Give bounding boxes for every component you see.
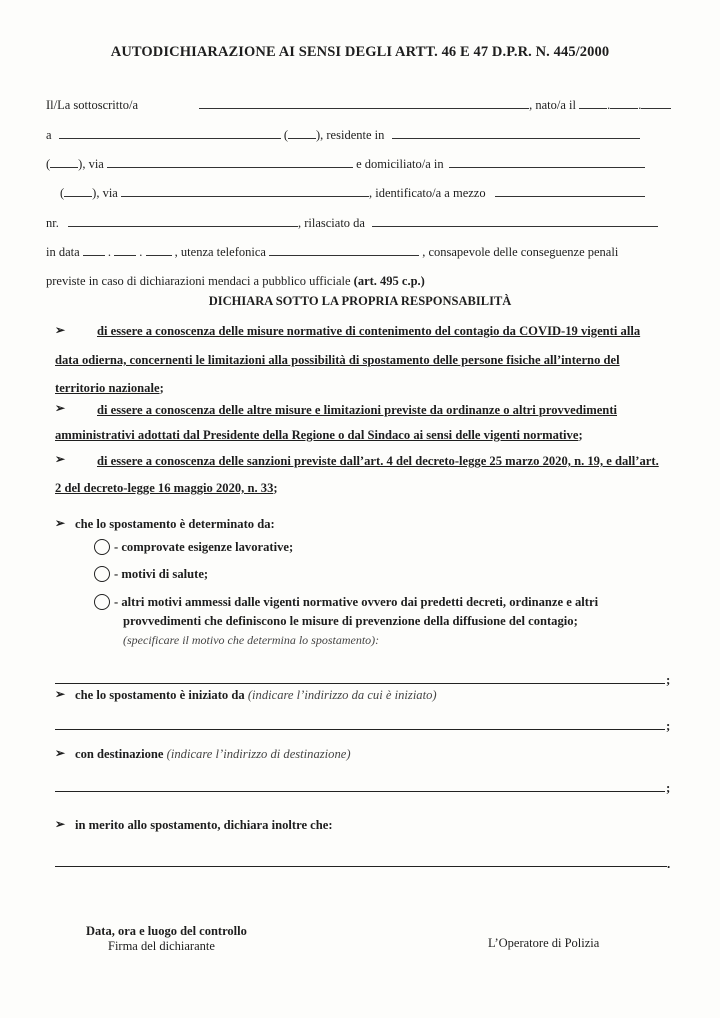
- document-number-field[interactable]: [68, 216, 298, 227]
- birth-month-field[interactable]: [610, 98, 638, 109]
- spostamento-label: che lo spostamento è determinato da:: [75, 517, 275, 531]
- personal-data-row-1: [46, 98, 671, 113]
- line-end-semicolon: ;: [666, 672, 671, 687]
- iniziato-row: [75, 688, 437, 703]
- date-separator: .: [607, 98, 611, 112]
- art-495-label: (art. 495 c.p.): [353, 274, 425, 288]
- id-document-field[interactable]: [495, 186, 645, 197]
- arrow-bullet-icon: ➢: [55, 817, 66, 831]
- residence-province-field[interactable]: [50, 157, 78, 168]
- personal-data-row-2: [46, 128, 640, 143]
- domiciliato-label: e domiciliato/a in: [356, 157, 444, 171]
- arrow-bullet-icon: ➢: [55, 323, 66, 337]
- arrow-bullet-icon: ➢: [55, 516, 66, 530]
- declaration-2-end: ;: [578, 428, 583, 442]
- residente-label: ), residente in: [315, 128, 385, 142]
- declaration-2-line-2-text: amministrativi adottati dal Presidente della Regione o dal Sindaco ai sensi delle vigenti normative: [55, 428, 579, 442]
- line-end-semicolon: ;: [666, 780, 671, 795]
- arrow-bullet-icon: ➢: [55, 687, 66, 701]
- residence-city-field[interactable]: [392, 128, 640, 139]
- iniziato-label: che lo spostamento è iniziato da: [75, 688, 245, 702]
- line-end-dot: .: [667, 856, 671, 871]
- option-salute[interactable]: [94, 565, 208, 583]
- option-altri-motivi-label: - altri motivi ammessi dalle vigenti normative ovvero dai predetti decreti, ordinanze e altri: [114, 595, 599, 609]
- radio-circle-icon[interactable]: [94, 594, 110, 610]
- document-title: AUTODICHIARAZIONE AI SENSI DEGLI ARTT. 46 E 47 D.P.R. N. 445/2000: [110, 44, 610, 60]
- date-separator: .: [139, 245, 143, 259]
- firma-dichiarante-label: Firma del dichiarante: [108, 939, 215, 953]
- consapevole-label: , consapevole delle conseguenze penali: [422, 245, 619, 259]
- paren-open: (: [283, 128, 288, 142]
- option-lavoro-label: - comprovate esigenze lavorative;: [114, 540, 294, 554]
- declaration-1-line-3-text: territorio nazionale: [55, 381, 160, 395]
- declaration-2-line-2: [55, 428, 583, 443]
- domicile-province-field[interactable]: [64, 186, 92, 197]
- personal-data-row-3: [46, 157, 645, 172]
- personal-data-row-5: [46, 216, 658, 231]
- option-lavoro[interactable]: [94, 538, 293, 556]
- issue-month-field[interactable]: [114, 245, 136, 256]
- identificato-label: , identificato/a a mezzo: [368, 186, 486, 200]
- a-label: a: [46, 128, 52, 142]
- declaration-2-line-1: di essere a conoscenza delle altre misure e limitazioni previste da ordinanze o altri provvedimenti: [97, 403, 618, 417]
- issue-year-field[interactable]: [146, 245, 172, 256]
- birthplace-field[interactable]: [59, 128, 281, 139]
- arrow-bullet-icon: ➢: [55, 452, 66, 466]
- paren-open: (: [46, 157, 51, 171]
- motivo-field[interactable]: [55, 683, 665, 684]
- destination-address-field[interactable]: [55, 791, 665, 792]
- in-data-label: in data: [46, 245, 80, 259]
- domicile-city-field[interactable]: [449, 157, 645, 168]
- personal-data-row-6: [46, 245, 618, 260]
- name-field[interactable]: [199, 98, 529, 109]
- option-salute-label: - motivi di salute;: [114, 567, 209, 581]
- declaration-3-line-2-text: 2 del decreto-legge 16 maggio 2020, n. 33: [55, 481, 274, 495]
- domicile-street-field[interactable]: [121, 186, 369, 197]
- data-luogo-label: Data, ora e luogo del controllo: [86, 924, 247, 938]
- birth-year-field[interactable]: [641, 98, 671, 109]
- destinazione-row: [75, 747, 351, 762]
- radio-circle-icon[interactable]: [94, 566, 110, 582]
- radio-circle-icon[interactable]: [94, 539, 110, 555]
- via-label: ), via: [92, 186, 118, 200]
- declaration-3-line-1: di essere a conoscenza delle sanzioni previste dall’art. 4 del decreto-legge 25 marzo 2020, n. 19, e dall’art.: [97, 454, 659, 468]
- date-separator: .: [107, 245, 112, 259]
- operatore-polizia-label: L’Operatore di Polizia: [488, 936, 600, 950]
- additional-declaration-field[interactable]: [55, 866, 667, 867]
- nr-label: nr.: [46, 216, 59, 230]
- previste-label: previste in caso di dichiarazioni mendaci a pubblico ufficiale: [46, 274, 351, 288]
- destinazione-hint: (indicare l’indirizzo di destinazione): [166, 747, 351, 761]
- birth-province-field[interactable]: [288, 128, 316, 139]
- option-altri-motivi-hint: (specificare il motivo che determina lo spostamento):: [123, 633, 380, 647]
- declaration-1-line-2: data odierna, concernenti le limitazioni alla possibilità di spostamento delle persone fisiche all’interno del: [55, 353, 620, 367]
- sottoscritto-label: Il/La sottoscritto/a: [46, 98, 138, 112]
- destinazione-label: con destinazione: [75, 747, 164, 761]
- option-altri-motivi[interactable]: [94, 593, 598, 611]
- declaration-3-end: ;: [273, 481, 278, 495]
- declaration-3-line-2: [55, 481, 278, 496]
- arrow-bullet-icon: ➢: [55, 401, 66, 415]
- declaration-1-line-3: [55, 381, 164, 396]
- declaration-1-end: ;: [159, 381, 164, 395]
- phone-field[interactable]: [269, 245, 419, 256]
- start-address-field[interactable]: [55, 729, 665, 730]
- inoltre-label: in merito allo spostamento, dichiara inoltre che:: [75, 818, 333, 832]
- issue-day-field[interactable]: [83, 245, 105, 256]
- iniziato-hint: (indicare l’indirizzo da cui è iniziato): [247, 688, 437, 702]
- personal-data-row-7: [46, 274, 425, 289]
- paren-open: (: [60, 186, 65, 200]
- via-label: ), via: [78, 157, 104, 171]
- residence-street-field[interactable]: [107, 157, 353, 168]
- nato-label: , nato/a il: [529, 98, 576, 112]
- date-separator: .: [638, 98, 642, 112]
- arrow-bullet-icon: ➢: [55, 746, 66, 760]
- dichiara-heading: DICHIARA SOTTO LA PROPRIA RESPONSABILITÀ: [208, 294, 512, 308]
- issued-by-field[interactable]: [372, 216, 658, 227]
- utenza-label: , utenza telefonica: [174, 245, 266, 259]
- option-altri-motivi-line-2: provvedimenti che definiscono le misure di prevenzione della diffusione del contagio;: [123, 614, 578, 628]
- declaration-1-line-1: di essere a conoscenza delle misure normative di contenimento del contagio da COVID-19 vigenti alla: [97, 324, 641, 338]
- rilasciato-label: , rilasciato da: [297, 216, 365, 230]
- personal-data-row-4: [60, 186, 645, 201]
- birth-day-field[interactable]: [579, 98, 607, 109]
- line-end-semicolon: ;: [666, 718, 671, 733]
